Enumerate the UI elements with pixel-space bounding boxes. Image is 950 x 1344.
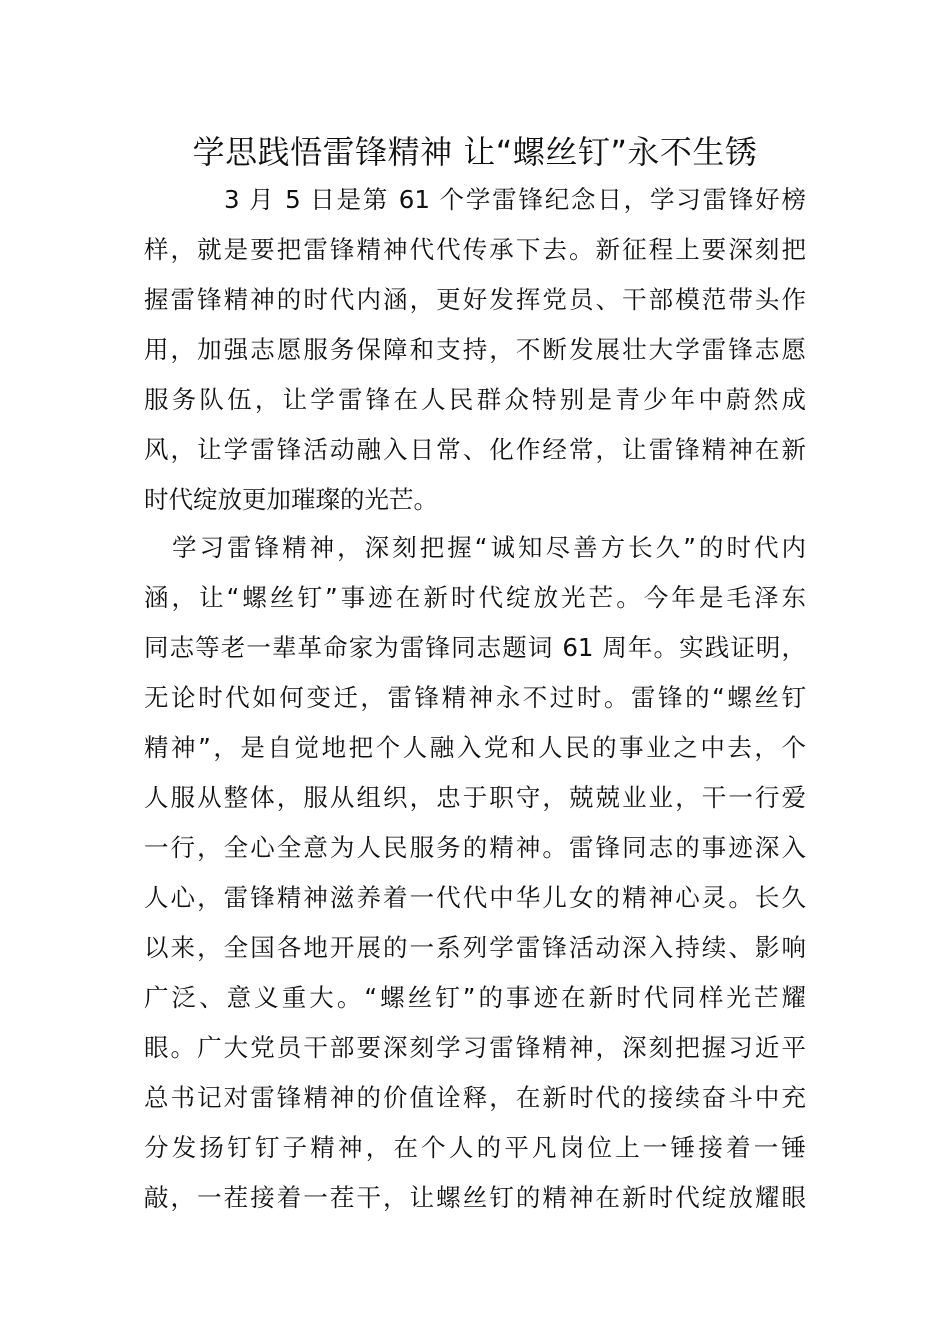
paragraph-line: 同志等老一辈革命家为雷锋同志题词 61 周年。实践证明， — [144, 633, 806, 662]
paragraph-line: 时代绽放更加璀璨的光芒。 — [144, 485, 438, 514]
paragraph-line: 学习雷锋精神，深刻把握“诚知尽善方长久”的时代内 — [172, 533, 806, 562]
paragraph-line: 总书记对雷锋精神的价值诠释，在新时代的接续奋斗中充 — [144, 1083, 806, 1112]
paragraph-line: 以来，全国各地开展的一系列学雷锋活动深入持续、影响 — [144, 933, 806, 962]
paragraph-line: 分发扬钉钉子精神，在个人的平凡岗位上一锤接着一锤 — [144, 1133, 806, 1162]
document-title: 学思践悟雷锋精神 让“螺丝钉”永不生锈 — [192, 133, 758, 171]
paragraph-line: 样，就是要把雷锋精神代代传承下去。新征程上要深刻把 — [144, 235, 806, 264]
paragraph-line: 人服从整体，服从组织，忠于职守，兢兢业业，干一行爱 — [144, 783, 806, 812]
paragraph-line: 敲，一茬接着一茬干，让螺丝钉的精神在新时代绽放耀眼 — [144, 1183, 806, 1212]
paragraph-line: 风，让学雷锋活动融入日常、化作经常，让雷锋精神在新 — [144, 435, 806, 464]
paragraph-line: 3 月 5 日是第 61 个学雷锋纪念日，学习雷锋好榜 — [224, 185, 806, 214]
paragraph-line: 精神”，是自觉地把个人融入党和人民的事业之中去，个 — [144, 733, 806, 762]
paragraph-line: 人心，雷锋精神滋养着一代代中华儿女的精神心灵。长久 — [144, 883, 806, 912]
paragraph-line: 眼。广大党员干部要深刻学习雷锋精神，深刻把握习近平 — [144, 1033, 806, 1062]
paragraph-line: 握雷锋精神的时代内涵，更好发挥党员、干部模范带头作 — [144, 285, 806, 314]
paragraph-line: 一行，全心全意为人民服务的精神。雷锋同志的事迹深入 — [144, 833, 806, 862]
paragraph-line: 广泛、意义重大。“螺丝钉”的事迹在新时代同样光芒耀 — [144, 983, 806, 1012]
paragraph-line: 无论时代如何变迁，雷锋精神永不过时。雷锋的“螺丝钉 — [144, 683, 806, 712]
paragraph-line: 用，加强志愿服务保障和支持，不断发展壮大学雷锋志愿 — [144, 335, 806, 364]
paragraph-line: 涵，让“螺丝钉”事迹在新时代绽放光芒。今年是毛泽东 — [144, 583, 806, 612]
paragraph-line: 服务队伍，让学雷锋在人民群众特别是青少年中蔚然成 — [144, 385, 806, 414]
